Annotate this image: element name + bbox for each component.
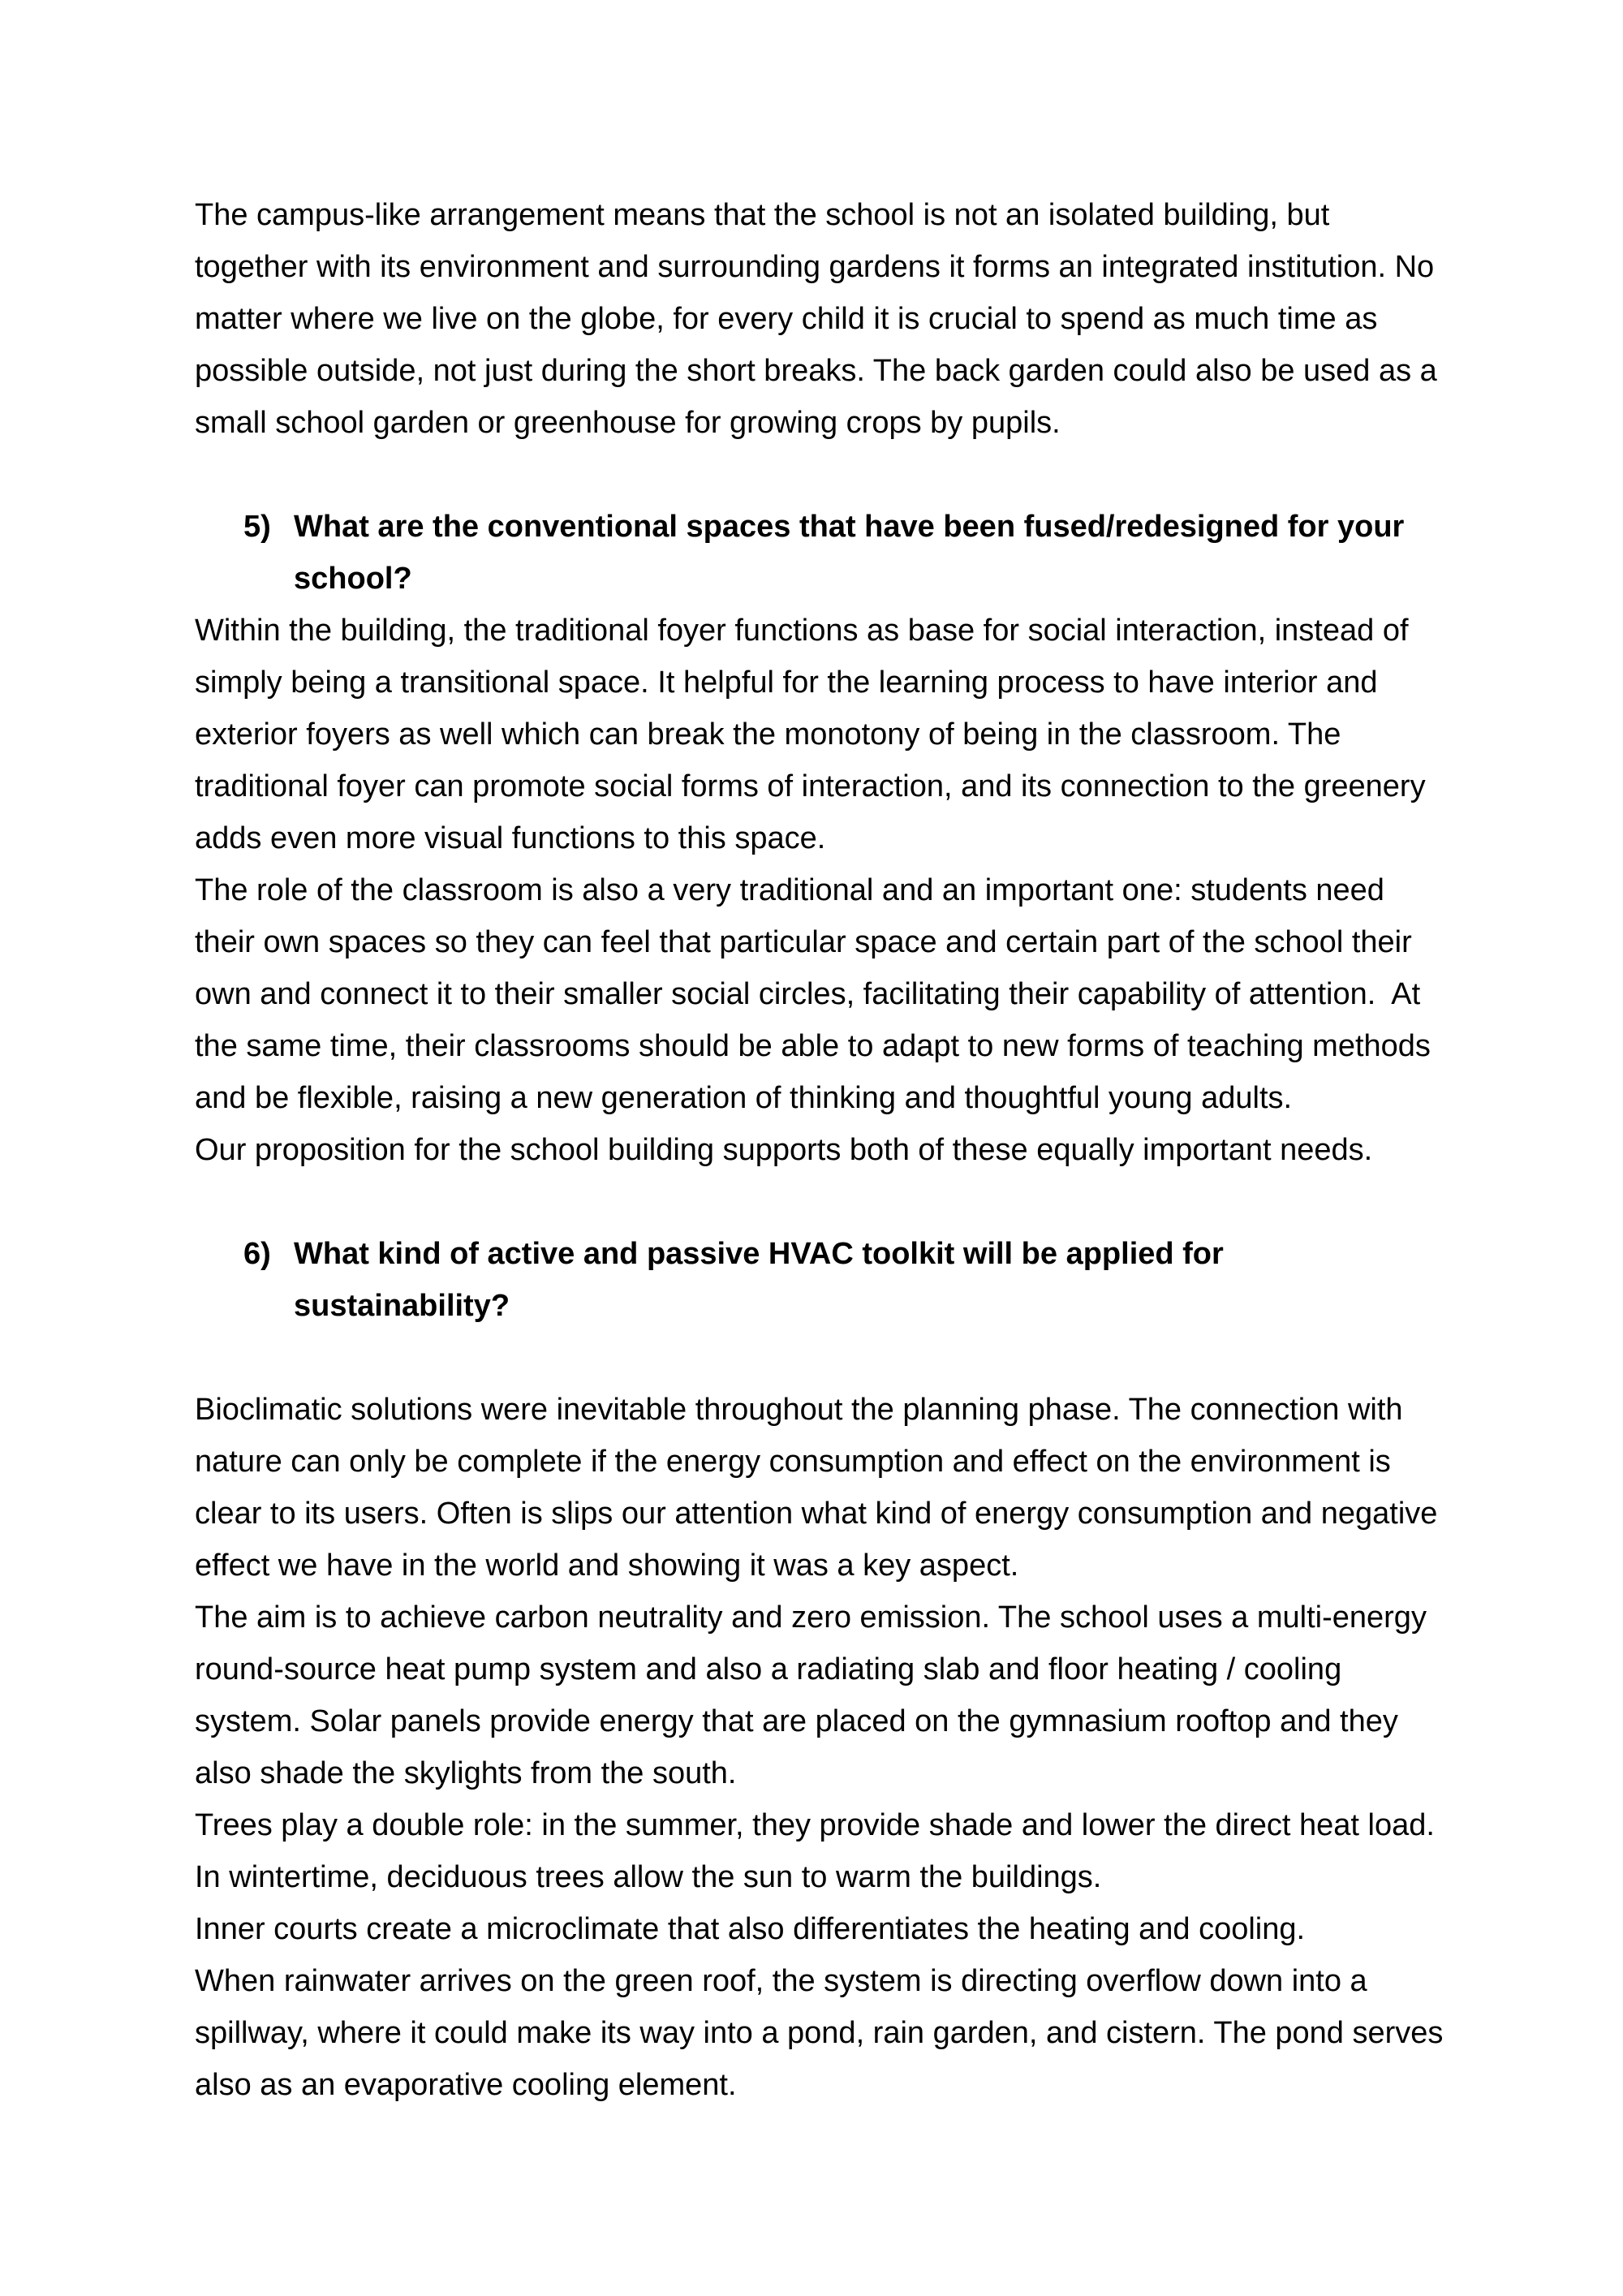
spacer [195,449,1444,501]
question-5-heading [195,501,1444,605]
question-number: 6) [243,1237,271,1271]
question-6-heading [195,1228,1444,1332]
spacer [195,1176,1444,1228]
question-text: What are the conventional spaces that have been fused/redesigned for your school? [294,510,1405,596]
q6-paragraph-4: Inner courts create a microclimate that also differentiates the heating and cooling. [195,1912,1306,1946]
intro-paragraph: The campus-like arrangement means that the school is not an isolated building, but together with its environment and surrounding gardens it forms an integrated institution. No matter where we live on the globe, for every child it is crucial to spend as much time as possible outside, not just during the short breaks. The back garden could also be used as a small school garden or greenhouse for growing crops by pupils. [195,198,1446,440]
q6-paragraph-1: Bioclimatic solutions were inevitable throughout the planning phase. The connection with nature can only be complete if the energy consumption and effect on the environment is clear to its users. Often is slips our attention what kind of energy consumption and negative effect we have in the world and showing it was a key aspect. [195,1393,1446,1583]
q6-paragraph-3: Trees play a double role: in the summer, they provide shade and lower the direct heat load. In wintertime, deciduous trees allow the sun to warm the buildings. [195,1808,1444,1894]
question-text: What kind of active and passive HVAC toolkit will be applied for sustainability? [294,1237,1224,1323]
q6-paragraph-5: When rainwater arrives on the green roof, the system is directing overflow down into a spillway, where it could make its way into a pond, rain garden, and cistern. The pond serves also as an evaporative cooling element. [195,1964,1452,2102]
q5-paragraph-3: Our proposition for the school building supports both of these equally important needs. [195,1133,1373,1167]
question-number: 5) [243,510,271,544]
document-body [195,189,1452,2111]
q6-paragraph-2: The aim is to achieve carbon neutrality and zero emission. The school uses a multi-energy round-source heat pump system and also a radiating slab and floor heating / cooling system. Solar panels provide energy that are placed on the gymnasium rooftop and they also shade the skylights from the south. [195,1600,1436,1790]
q5-paragraph-2: The role of the classroom is also a very traditional and an important one: students need their own spaces so they can feel that particular space and certain part of the school their own and connect it to their smaller social circles, facilitating their capability of attention. At the same time, their classrooms should be able to adapt to new forms of teaching methods and be flexible, raising a new generation of thinking and thoughtful young adults. [195,873,1440,1115]
spacer [195,1332,1444,1384]
q5-paragraph-1: Within the building, the traditional foyer functions as base for social interaction, instead of simply being a transitional space. It helpful for the learning process to have interior and exterior foyers as well which can break the monotony of being in the classroom. The traditional foyer can promote social forms of interaction, and its connection to the greenery adds even more visual functions to this space. [195,614,1435,855]
